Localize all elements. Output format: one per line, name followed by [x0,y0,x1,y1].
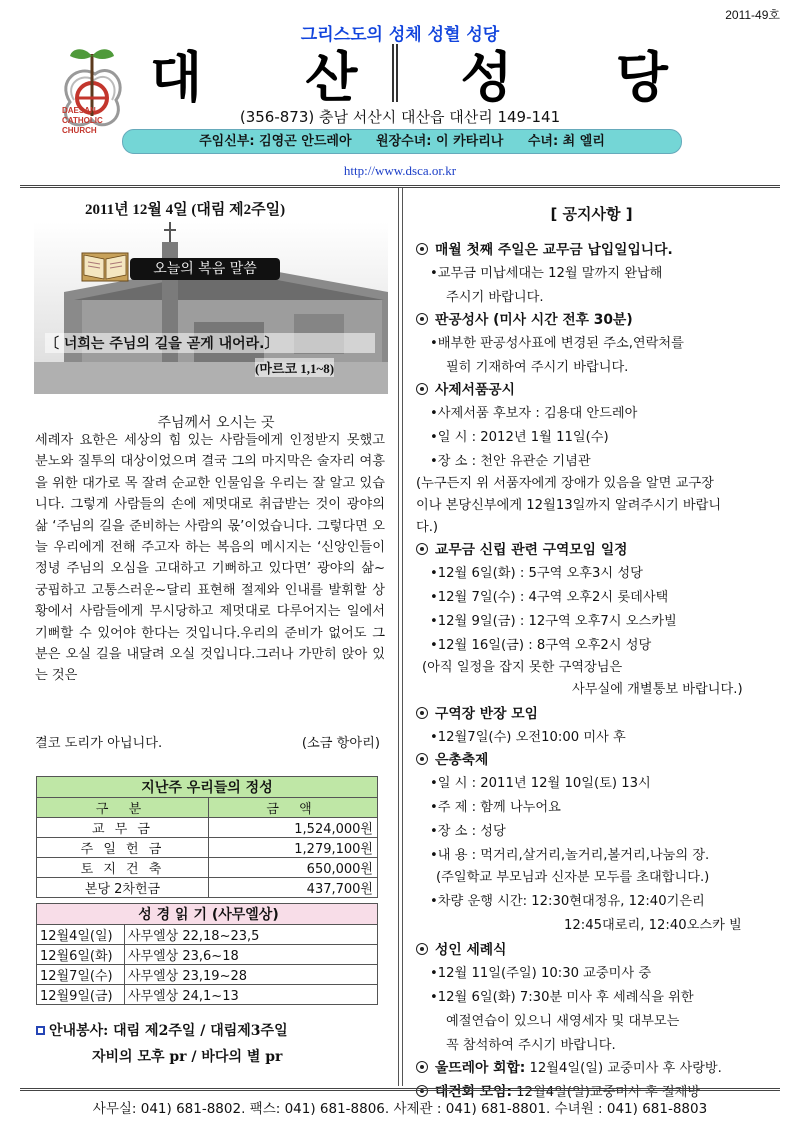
notice-title: 사제서품공시 [416,378,515,398]
target-bullet-icon [416,943,428,955]
notice-line: •장 소 : 성당 [430,824,506,839]
notice-line: (누구든지 위 서품자에게 장애가 있음을 알면 교구장 [416,476,714,491]
reading-date: 12월7일(수) [37,965,125,985]
notice-title: 성인 세례식 [416,938,506,958]
notice-line: •12월 6일(화) : 5구역 오후3시 성당 [430,566,643,581]
notice-line: 필히 기재하여 주시기 바랍니다. [446,360,629,375]
target-bullet-icon [416,383,428,395]
reading-passage: 사무엘상 23,6~18 [125,945,378,965]
notice-line: •12월 9일(금) : 12구역 오후7시 오스카빌 [430,614,677,629]
offering-header: 금 액 [209,798,378,818]
church-subtitle: 그리스도의 성체 성혈 성당 [300,25,500,45]
masthead-title [150,42,670,109]
notice-line: •12월 6일(화) 7:30분 미사 후 세례식을 위한 [430,990,694,1005]
notice-line: •12월 16일(금) : 8구역 오후2시 성당 [430,638,652,653]
service-schedule [36,1020,288,1040]
target-bullet-icon [416,543,428,555]
notice-line: 예절연습이 있으니 새영세자 및 대부모는 [446,1014,680,1029]
table-row [37,965,378,985]
table-row [37,985,378,1005]
column-divider [398,188,403,1086]
notice-line: •12월 11일(주일) 10:30 교중미사 중 [430,966,652,981]
target-bullet-icon [416,313,428,325]
offering-amount: 437,700원 [209,878,378,898]
square-bullet-icon [36,1026,45,1035]
target-bullet-icon [416,707,428,719]
table-row [37,945,378,965]
reflection-last-line: 결코 도리가 아닙니다. [35,736,163,751]
gospel-quote: 〔 너희는 주님의 길을 곧게 내어라.〕 [45,333,375,353]
offering-category: 교 무 금 [37,818,209,838]
service-line-1: 안내봉사: 대림 제2주일 / 대림제3주일 [49,1023,288,1039]
notice-line: •12월7일(수) 오전10:00 미사 후 [430,730,626,745]
reading-passage: 사무엘상 22,18~23,5 [125,925,378,945]
notice-line: •내 용 : 먹거리,살거리,놀거리,볼거리,나눔의 장. [430,848,710,863]
notice-item: 울뜨레아 회합: 12월4일(일) 교중미사 후 사랑방. [416,1056,722,1076]
notice-line: •사제서품 후보자 : 김용대 안드레아 [430,406,638,421]
notice-title: 은총축제 [416,748,488,768]
target-bullet-icon [416,1085,428,1097]
service-line-2: 자비의 모후 pr / 바다의 별 pr [92,1049,283,1065]
notice-line: 12:45대로리, 12:40오스카 빌 [564,918,742,933]
notice-line: •일 시 : 2011년 12월 10일(토) 13시 [430,776,651,791]
masthead-char: 당 [615,45,670,109]
reading-title: 성 경 읽 기 (사무엘상) [37,904,378,925]
masthead-divider [392,44,398,102]
notice-line: •주 제 : 함께 나누어요 [430,800,561,815]
logo-caption: DAESAN CATHOLIC CHURCH [62,106,103,135]
notice-line: •12월 7일(수) : 4구역 오후2시 롯데사택 [430,590,669,605]
gospel-source: (마르코 1,1~8) [255,358,334,377]
offering-amount: 650,000원 [209,858,378,878]
notice-title: 구역장 반장 모임 [416,702,538,722]
notice-line: 꼭 참석하여 주시기 바랍니다. [446,1038,616,1053]
notice-line: •장 소 : 천안 유관순 기념관 [430,454,591,469]
notice-line: •차량 운행 시간: 12:30현대정유, 12:40기은리 [430,894,705,909]
bottom-divider [20,1088,780,1091]
offering-category: 본당 2차헌금 [37,878,209,898]
masthead-char: 산 [305,45,360,109]
notice-line: 이나 본당신부에게 12월13일까지 알려주시기 바랍니 [416,498,722,513]
notice-line: (아직 일정을 잡지 못한 구역장님은 [422,660,623,675]
reading-passage: 사무엘상 24,1~13 [125,985,378,1005]
notice-line: •일 시 : 2012년 1월 11일(수) [430,430,609,445]
reading-date: 12월6일(화) [37,945,125,965]
notice-line: (주일학교 부모님과 신자분 모두를 초대합니다.) [436,870,710,885]
masthead-char: 대 [150,45,205,109]
bulletin-date: 2011년 12월 4일 (대림 제2주일) [85,202,286,218]
target-bullet-icon [416,753,428,765]
reflection-author: (소금 항아리) [301,736,380,751]
issue-number: 2011-49호 [725,8,780,22]
table-row [37,878,378,898]
head-sister-name: 원장수녀: 이 카타리나 [376,134,504,149]
notice-line: 주시기 바랍니다. [446,290,544,305]
notices-heading: [ 공지사항 ] [550,205,633,223]
notice-title: 교무금 신립 관련 구역모임 일정 [416,538,627,558]
open-book-icon [80,247,130,285]
offering-amount: 1,524,000원 [209,818,378,838]
table-row [37,858,378,878]
church-address: (356-873) 충남 서산시 대산읍 대산리 149-141 [239,108,561,126]
offering-amount: 1,279,100원 [209,838,378,858]
notice-line: •배부한 판공성사표에 변경된 주소,연락처를 [430,336,684,351]
notice-title: 매월 첫째 주일은 교무금 납입일입니다. [416,238,673,258]
contact-footer: 사무실: 041) 681-8802. 팩스: 041) 681-8806. 사제관 : 041) 681-8801. 수녀원 : 041) 681-8803 [92,1101,708,1117]
table-row [37,925,378,945]
notice-line: 다.) [416,520,439,535]
offering-category: 주 일 헌 금 [37,838,209,858]
offering-title: 지난주 우리들의 정성 [37,777,378,798]
reading-date: 12월9일(금) [37,985,125,1005]
sister-name: 수녀: 최 엘리 [527,134,605,149]
reflection-title: 주님께서 오시는 곳 [157,415,275,431]
notice-title: 판공성사 (미사 시간 전후 30분) [416,308,633,328]
notice-item: 대건회 모임: 12월4일(일)교중미사 후 절제방 [416,1080,700,1100]
notice-line: •교무금 미납세대는 12월 말까지 완납해 [430,266,663,281]
reading-date: 12월4일(일) [37,925,125,945]
website-link[interactable]: http://www.dsca.or.kr [343,163,457,178]
offering-header: 구 분 [37,798,209,818]
offering-table [36,776,378,898]
staff-bar [122,129,682,154]
table-row [37,818,378,838]
reflection-closing [35,732,380,751]
masthead-char: 성 [460,45,515,109]
bible-reading-table [36,903,378,1005]
table-row [37,838,378,858]
gospel-label: 오늘의 복음 말씀 [130,258,280,280]
target-bullet-icon [416,1061,428,1073]
reflection-body: 세례자 요한은 세상의 힘 있는 사람들에게 인정받지 못했고 분노와 질투의 대상이었으며 결국 그의 마지막은 술자리 여흥을 위한 대가로 목 잘려 순교한 인물임을 우리는 잘 알고 있습니다. 그렇게 사람들의 손에 제멋대로 취급받는 것이 광야의 삶 ‘주님의 길을 준비하는 사람의 몫’이었습니다. 그렇다면 오늘 우리에게 전해 주고자 하는 복음의 메시지는 ‘신앙인들이 정녕 주님의 오심을 고대하고 기뻐하고 있다면’ 광야의 삶~궁핍하고 고통스러운~달리 표현해 절제와 인내를 발휘할 상황에서 사람들에게 무시당하고 제멋대로 다루어지는 일에서 기뻐할 수 있어야 한다는 것입니다.우리의 준비가 없어도 그분은 오실 길을 내달려 오실 것입니다.그러나 가만히 앉아 있는 것은 [35,433,385,684]
pastor-name: 주임신부: 김영곤 안드레아 [199,134,352,149]
target-bullet-icon [416,243,428,255]
notice-line: 사무실에 개별통보 바랍니다.) [572,682,743,697]
reading-passage: 사무엘상 23,19~28 [125,965,378,985]
offering-category: 토 지 건 축 [37,858,209,878]
